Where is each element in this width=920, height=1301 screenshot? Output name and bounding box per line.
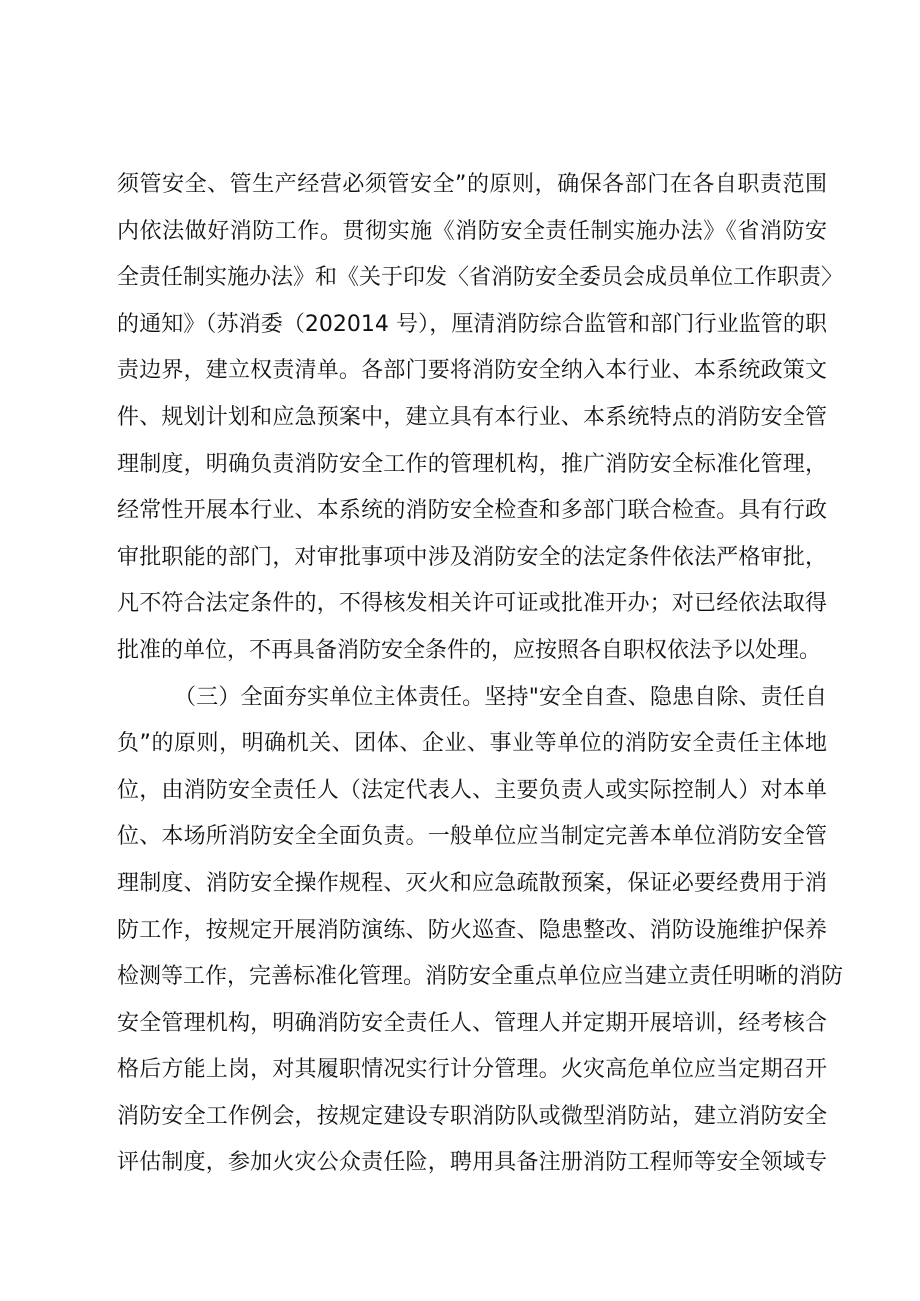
- text-line: 全责任制实施办法》和《关于印发〈省消防安全委员会成员单位工作职责〉: [117, 265, 844, 291]
- text-line: 责边界，建立权责清单。各部门要将消防安全纳入本行业、本系统政策文: [117, 358, 827, 384]
- text-line: 格后方能上岗，对其履职情况实行计分管理。火灾高危单位应当定期召开: [117, 1057, 827, 1083]
- document-body: [117, 162, 844, 1187]
- text-line: 的通知》（苏消委（202014 号），厘清消防综合监管和部门行业监管的职: [117, 311, 827, 337]
- text-line: 凡不符合法定条件的，不得核发相关许可证或批准开办；对已经依法取得: [117, 591, 827, 617]
- text-line: 理制度，明确负责消防安全工作的管理机构，推广消防安全标准化管理，: [117, 451, 827, 477]
- text-line: 理制度、消防安全操作规程、灭火和应急疏散预案，保证必要经费用于消: [117, 870, 827, 896]
- text-line: 件、规划计划和应急预案中，建立具有本行业、本系统特点的消防安全管: [117, 404, 827, 430]
- text-line: 防工作，按规定开展消防演练、防火巡查、隐患整改、消防设施维护保养: [117, 917, 827, 943]
- text-line: 评估制度，参加火灾公众责任险，聘用具备注册消防工程师等安全领域专: [117, 1150, 827, 1176]
- text-line: 安全管理机构，明确消防安全责任人、管理人并定期开展培训，经考核合: [117, 1010, 827, 1036]
- text-line: 须管安全、管生产经营必须管安全”的原则，确保各部门在各自职责范围: [117, 172, 827, 197]
- text-line: 负”的原则，明确机关、团体、企业、事业等单位的消防安全责任主体地: [117, 731, 827, 757]
- text-line: 批准的单位，不再具备消防安全条件的，应按照各自职权依法予以处理。: [117, 637, 822, 663]
- text-line: 经常性开展本行业、本系统的消防安全检查和多部门联合检查。具有行政: [117, 498, 827, 524]
- text-line: 消防安全工作例会，按规定建设专职消防队或微型消防站，建立消防安全: [117, 1103, 827, 1129]
- section-heading-line: （三）全面夯实单位主体责任。坚持"安全自查、隐患自除、责任自: [174, 684, 827, 710]
- text-line: 内依法做好消防工作。贯彻实施《消防安全责任制实施办法》《省消防安: [117, 218, 827, 244]
- text-line: 位、本场所消防安全全面负责。一般单位应当制定完善本单位消防安全管: [117, 824, 827, 850]
- text-line: 位，由消防安全责任人（法定代表人、主要负责人或实际控制人）对本单: [117, 777, 827, 803]
- text-line: 审批职能的部门，对审批事项中涉及消防安全的法定条件依法严格审批，: [117, 544, 827, 570]
- text-line: 检测等工作，完善标准化管理。消防安全重点单位应当建立责任明晰的消防: [117, 964, 844, 990]
